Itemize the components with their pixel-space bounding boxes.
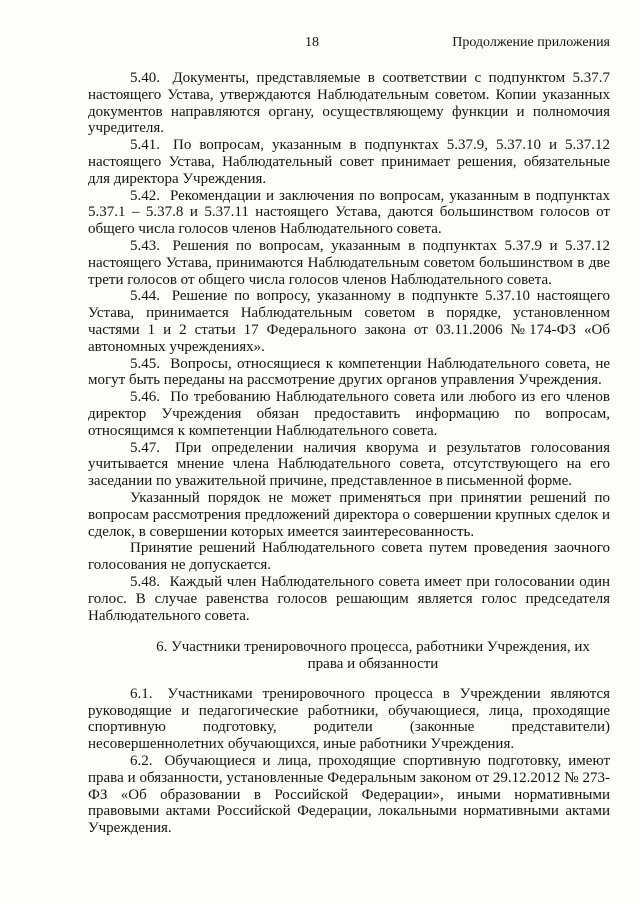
paragraph-number: 5.47. bbox=[130, 439, 160, 456]
paragraph-text: Решение по вопросу, указанному в подпункте 5.37.10 настоящего Устава, принимается Наблюдательным советом в порядке, установленном частями 1 и 2 статьи 17 Федерального закона от 03.11.2006 №174-ФЗ «Об автономных учреждениях». bbox=[88, 288, 610, 355]
paragraph-number: 5.48. bbox=[130, 573, 160, 590]
paragraph-text: Каждый член Наблюдательного совета имеет при голосовании один голос. В случае равенства голосов решающим является голос председателя Наблюдательного совета. bbox=[88, 573, 611, 624]
paragraph-5-42 bbox=[88, 188, 610, 238]
paragraph-text: Решения по вопросам, указанным в подпунктах 5.37.9 и 5.37.12 настоящего Устава, принимаются Наблюдательным советом большинством в две трети голосов от общего числа голосов членов Наблюдательного совета. bbox=[88, 237, 611, 288]
paragraph-text: Рекомендации и заключения по вопросам, указанным в подпунктах 5.37.1 – 5.37.8 и 5.37.11 настоящего Устава, даются большинством голосов от общего числа голосов членов Наблюдательного совета. bbox=[88, 187, 610, 238]
paragraph-6-1 bbox=[88, 686, 610, 753]
paragraph-text: При определении наличия кворума и результатов голосования учитывается мнение члена Наблюдательного совета, отсутствующего на его заседании по уважительной причине, представленное в письменной форме. bbox=[88, 439, 611, 490]
paragraph-number: 5.40. bbox=[130, 70, 160, 86]
paragraph-5-48 bbox=[88, 574, 610, 624]
paragraph-text: Принятие решений Наблюдательного совета путем проведения заочного голосования не допускается. bbox=[88, 540, 610, 574]
paragraph-5-47 bbox=[88, 440, 610, 490]
paragraph-5-41 bbox=[88, 137, 610, 187]
paragraph-text: По требованию Наблюдательного совета или любого из его членов директор Учреждения обязан предоставить информацию по вопросам, относящимся к компетенции Наблюдательного совета. bbox=[88, 389, 611, 439]
document-body bbox=[88, 70, 610, 837]
page-number: 18 bbox=[305, 35, 319, 50]
paragraph-6-2 bbox=[88, 753, 610, 837]
paragraph-number: 6.2. bbox=[130, 753, 153, 770]
paragraph-text: Обучающиеся и лица, проходящие спортивную подготовку, имеют права и обязанности, установленные Федеральным законом от 29.12.2012 № 273-ФЗ «Об образовании в Российской Федерации», иными нормативными правовыми актами Российской Федерации, локальными нормативными актами Учреждения. bbox=[88, 753, 611, 837]
paragraph-5-45 bbox=[88, 356, 610, 390]
paragraph-5-47-absentee-voting bbox=[88, 540, 610, 574]
paragraph-text: Вопросы, относящиеся к компетенции Наблюдательного совета, не могут быть переданы на рассмотрение других органов управления Учреждения. bbox=[88, 355, 611, 389]
paragraph-number: 5.41. bbox=[130, 137, 160, 154]
paragraph-text: По вопросам, указанным в подпунктах 5.37.9, 5.37.10 и 5.37.12 настоящего Устава, Наблюдательный совет принимает решения, обязательные для директора Учреждения. bbox=[88, 137, 610, 187]
paragraph-number: 5.45. bbox=[130, 355, 160, 372]
paragraph-text: Участниками тренировочного процесса в Учреждении являются руководящие и педагогические работники, обучающиеся, лица, проходящие спортивную подготовку, родители (законные представители) несовершеннолетних обучающихся, иные работники Учреждения. bbox=[88, 685, 611, 753]
paragraph-5-40 bbox=[88, 70, 610, 137]
paragraph-number: 5.42. bbox=[130, 187, 160, 204]
paragraph-number: 5.46. bbox=[130, 389, 160, 406]
paragraph-5-44 bbox=[88, 288, 610, 355]
paragraph-number: 6.1. bbox=[130, 685, 153, 702]
running-title: Продолжение приложения bbox=[452, 35, 610, 50]
paragraph-5-46 bbox=[88, 389, 610, 439]
paragraph-5-47-exception bbox=[88, 490, 610, 540]
section-heading: 6. Участники тренировочного процесса, работники Учреждения, их права и обязанности bbox=[156, 639, 590, 673]
paragraph-number: 5.44. bbox=[130, 288, 160, 305]
paragraph-5-43 bbox=[88, 238, 610, 288]
paragraph-number: 5.43. bbox=[130, 237, 160, 254]
paragraph-text: Документы, представляемые в соответствии с подпунктом 5.37.7 настоящего Устава, утверждаются Наблюдательным советом. Копии указанных документов направляются органу, осуществляющему функции и полномочия учредителя. bbox=[88, 70, 610, 137]
paragraph-text: Указанный порядок не может применяться при принятии решений по вопросам рассмотрения предложений директора о совершении крупных сделок и сделок, в совершении которых имеется заинтересованность. bbox=[88, 489, 610, 540]
